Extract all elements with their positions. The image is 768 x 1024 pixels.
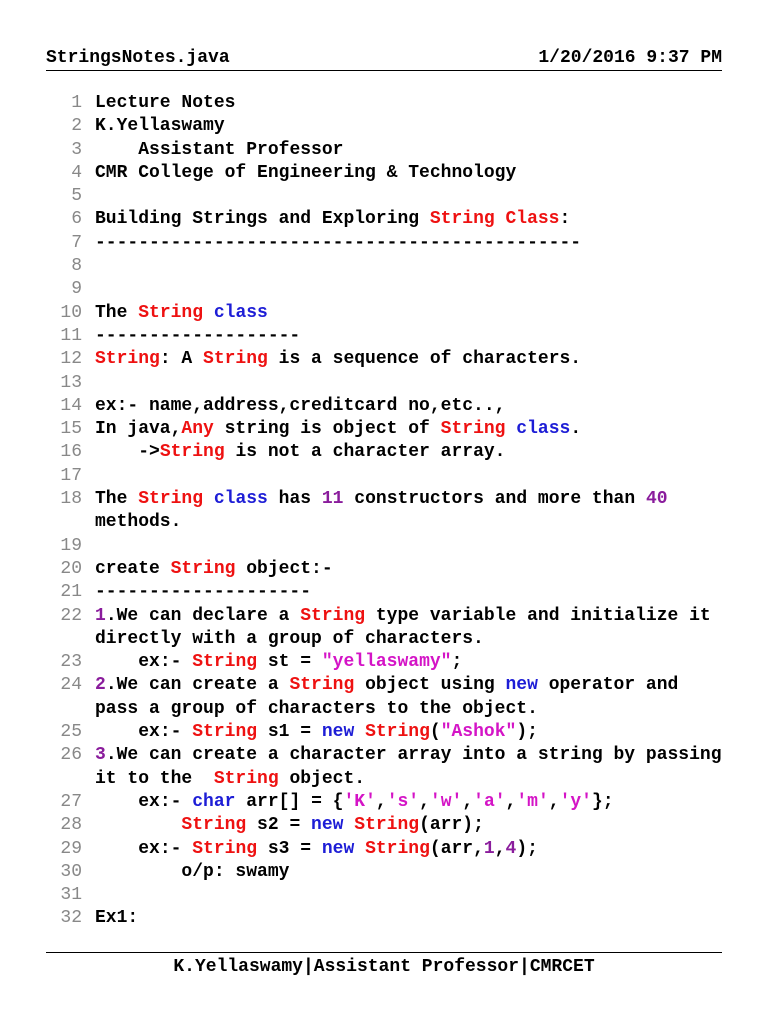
line-number: 4 [71, 162, 82, 183]
code-token: object using [354, 675, 506, 696]
code-token: String [138, 489, 204, 510]
code-token: . [570, 419, 582, 440]
code-token: 4 [505, 838, 517, 859]
line-number: 19 [60, 535, 82, 556]
code-token: , [462, 791, 474, 812]
line-text [95, 814, 726, 837]
code-token: , [375, 791, 387, 812]
line-text [95, 441, 726, 464]
code-listing [46, 92, 733, 931]
code-token: .We can create a [105, 675, 290, 696]
code-line [46, 441, 726, 464]
line-text [95, 418, 726, 441]
code-line [46, 302, 726, 325]
line-number: 29 [60, 838, 82, 859]
code-token: 3 [95, 745, 106, 766]
footer-text: K.Yellaswamy|Assistant Professor|CMRCET [173, 957, 595, 977]
code-token: is not a character array. [224, 442, 506, 463]
line-number: 18 [60, 489, 82, 510]
code-token: String [289, 675, 355, 696]
code-token: String [170, 558, 236, 579]
code-token: 11 [321, 489, 344, 510]
code-line [46, 884, 726, 907]
code-token: String [138, 302, 204, 323]
code-line [46, 232, 726, 255]
line-number: 6 [71, 209, 82, 230]
code-token: Ex1: [95, 908, 139, 929]
line-number: 7 [71, 232, 82, 253]
line-number: 15 [60, 419, 82, 440]
line-number: 16 [60, 442, 82, 463]
code-token: .We can declare a [105, 605, 301, 626]
code-line [46, 907, 726, 930]
code-token: class [516, 419, 571, 440]
code-line [46, 581, 726, 604]
code-token [203, 303, 214, 323]
line-number: 23 [60, 652, 82, 673]
line-number: 30 [60, 861, 82, 882]
line-text [95, 372, 726, 395]
code-token [95, 815, 181, 835]
print-timestamp: 1/20/2016 9:37 PM [538, 48, 722, 68]
code-token: K.Yellaswamy [95, 116, 225, 137]
code-token: 'w' [429, 791, 463, 812]
line-text [95, 488, 726, 535]
code-token: ex:- [95, 652, 193, 673]
line-number: 32 [60, 908, 82, 929]
code-token: CMR College of Engineering & Technology [95, 162, 517, 183]
code-token: String [365, 838, 430, 859]
code-line [46, 418, 726, 441]
code-token: String [192, 652, 258, 673]
code-token: s3 = [257, 838, 322, 859]
line-number: 22 [60, 605, 82, 626]
line-text [95, 162, 726, 185]
code-token: Any [181, 419, 214, 440]
code-token: type variable and initialize it directly with a group of characters. [95, 605, 722, 649]
code-token: , [505, 791, 517, 812]
code-token: ex:- [95, 838, 193, 859]
code-token [203, 489, 214, 509]
code-token: 's' [386, 791, 420, 812]
line-text [95, 185, 726, 208]
code-token: , [494, 838, 506, 859]
code-token: ); [516, 722, 538, 743]
code-token: create [95, 558, 171, 579]
line-text [95, 721, 726, 744]
code-token: String [203, 349, 268, 370]
code-token [354, 722, 365, 742]
code-token: -------------------- [95, 582, 312, 603]
line-number: 31 [60, 885, 82, 906]
line-number: 13 [60, 372, 82, 393]
code-line [46, 372, 726, 395]
code-token: String [95, 349, 160, 370]
line-number: 21 [60, 582, 82, 603]
code-token: char [192, 791, 236, 812]
code-token: ex:- [95, 722, 193, 743]
code-line [46, 651, 726, 674]
code-token: String Class [429, 209, 560, 230]
code-token: String [354, 815, 420, 836]
line-text [95, 348, 726, 371]
code-token: new [321, 722, 355, 743]
line-text [95, 581, 726, 604]
code-line [46, 255, 726, 278]
code-token: ex:- [95, 791, 193, 812]
line-text [95, 325, 726, 348]
line-text [95, 92, 726, 115]
line-text [95, 535, 726, 558]
code-token: new [311, 815, 344, 836]
code-line [46, 838, 726, 861]
line-text [95, 395, 726, 418]
code-token: o/p: swamy [95, 861, 290, 882]
code-line [46, 465, 726, 488]
code-line [46, 535, 726, 558]
line-text [95, 884, 726, 907]
code-token: ------------------- [95, 325, 301, 346]
code-line [46, 721, 726, 744]
line-number: 20 [60, 558, 82, 579]
code-line [46, 488, 726, 535]
code-token: String [365, 722, 430, 743]
code-line [46, 674, 726, 721]
line-text [95, 605, 726, 652]
line-number: 2 [71, 116, 82, 137]
code-token: s1 = [257, 722, 322, 743]
code-token: -> [95, 442, 160, 463]
line-text [95, 115, 726, 138]
code-token: 'y' [559, 791, 592, 812]
line-number: 14 [60, 395, 82, 416]
code-token: ; [451, 652, 463, 673]
page-footer [46, 952, 722, 977]
line-text [95, 861, 726, 884]
line-number: 8 [71, 256, 82, 277]
code-line [46, 605, 726, 652]
code-token: 2 [95, 675, 106, 696]
code-token: class [213, 302, 268, 323]
code-token: .We can create a character array into a string by passing it to the [95, 745, 733, 789]
line-number: 1 [71, 93, 82, 113]
code-token: The [95, 302, 139, 323]
line-number: 10 [60, 302, 82, 323]
line-text [95, 907, 726, 930]
code-token: object:- [235, 558, 333, 579]
code-line [46, 185, 726, 208]
code-line [46, 348, 726, 371]
code-token: 'K' [343, 791, 376, 812]
line-number: 9 [71, 279, 82, 300]
line-text [95, 674, 726, 721]
code-token: ); [516, 838, 538, 859]
code-token: class [213, 489, 268, 510]
code-token: ( [429, 722, 441, 743]
code-token: , [419, 791, 430, 812]
code-token: methods. [95, 489, 679, 533]
line-number: 25 [60, 722, 82, 743]
code-token: String [192, 838, 258, 859]
code-line [46, 92, 726, 115]
line-number: 12 [60, 349, 82, 370]
code-token: has [267, 489, 322, 510]
code-token: --------------------------------------------- [95, 232, 582, 253]
code-token: String [300, 605, 366, 626]
code-line [46, 744, 733, 791]
code-line [46, 791, 726, 814]
code-token: String [192, 722, 258, 743]
code-token: (arr, [429, 838, 484, 859]
code-line [46, 162, 726, 185]
code-token: String [159, 442, 225, 463]
line-text [95, 558, 726, 581]
code-token: (arr); [419, 815, 484, 836]
code-token: is a sequence of characters. [267, 349, 582, 370]
code-line [46, 558, 726, 581]
line-number: 27 [60, 791, 82, 812]
code-token: ex:- name,address,creditcard no,etc.., [95, 395, 506, 416]
line-text [95, 465, 726, 488]
code-token: new [505, 675, 538, 696]
code-token: arr[] = { [235, 791, 344, 812]
line-number: 26 [60, 745, 82, 766]
file-name: StringsNotes.java [46, 48, 230, 68]
line-number: 5 [71, 186, 82, 207]
code-token: Assistant Professor [95, 139, 344, 160]
code-token: , [548, 791, 560, 812]
code-token [354, 839, 365, 859]
code-token: String [181, 815, 247, 836]
code-token: "yellaswamy" [321, 652, 452, 673]
code-token: 'a' [473, 791, 506, 812]
code-token: The [95, 489, 139, 510]
code-token: }; [591, 791, 614, 812]
code-token: String [213, 768, 279, 789]
code-token: operator and pass a group of characters to the object. [95, 675, 690, 719]
line-text [95, 651, 726, 674]
line-text [95, 791, 726, 814]
line-text [95, 278, 726, 301]
code-token: String [440, 419, 506, 440]
code-line [46, 115, 726, 138]
code-token [343, 815, 354, 835]
code-token: new [321, 838, 355, 859]
line-text [95, 255, 726, 278]
code-line [46, 278, 726, 301]
code-token: : A [159, 349, 204, 370]
page-header [46, 44, 722, 71]
code-token: st = [257, 652, 322, 673]
line-number: 11 [60, 325, 82, 346]
line-text [95, 302, 726, 325]
code-token: Building Strings and Exploring [95, 209, 430, 230]
code-token: object. [278, 768, 366, 789]
code-line [46, 861, 726, 884]
code-token: s2 = [246, 815, 312, 836]
code-token: 1 [95, 605, 106, 626]
code-line [46, 325, 726, 348]
line-text [95, 744, 733, 791]
code-line [46, 208, 726, 231]
line-text [95, 838, 726, 861]
code-token: string is object of [213, 419, 441, 440]
code-token: constructors and more than [343, 489, 646, 510]
code-token: "Ashok" [440, 722, 517, 743]
line-number: 17 [60, 465, 82, 486]
line-number: 24 [60, 675, 82, 696]
code-token: : [559, 209, 571, 230]
line-number: 3 [71, 139, 82, 160]
code-token: 1 [483, 838, 495, 859]
code-line [46, 139, 726, 162]
code-token: In java, [95, 419, 182, 440]
code-token: Lecture Notes [95, 93, 236, 113]
code-token: 40 [645, 489, 668, 510]
code-token: 'm' [516, 791, 549, 812]
code-token [505, 419, 516, 439]
line-text [95, 139, 726, 162]
line-text [95, 232, 726, 255]
code-line [46, 814, 726, 837]
line-text [95, 208, 726, 231]
line-number: 28 [60, 815, 82, 836]
code-line [46, 395, 726, 418]
